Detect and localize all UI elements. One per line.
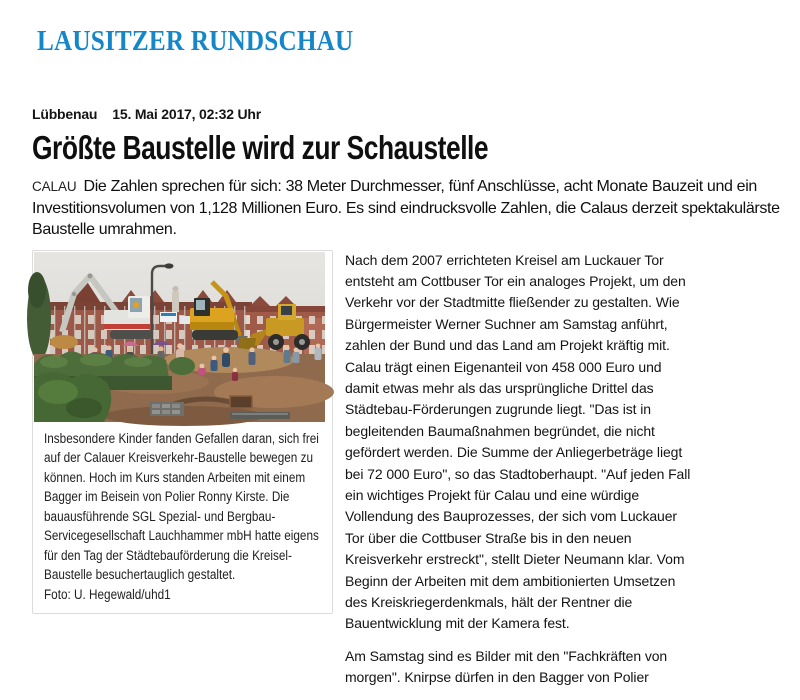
figure-caption: Insbesondere Kinder fanden Gefallen daran, sich frei auf der Calauer Kreisverkehr-Baustelle bewegen zu können. Hoch im Kurs standen Arbeiten mit einem Bagger im Beisein von Polier Ronny Kirste. Die bauausführende SGL Spezial- und Bergbau-Servicegesellschaft Lauchhammer mbH hatte eigens für den Tag der Städtebauförderung die Kreisel-Baustelle besuchertauglich gestaltet. [44,430,319,582]
article-headline-text: Größte Baustelle wird zur Schaustelle [32,129,489,166]
article-body [345,250,697,700]
newspaper-logo[interactable]: LAUSITZER RUNDSCHAU [37,26,354,57]
monument [172,286,179,312]
lead-text: Die Zahlen sprechen für sich: 38 Meter Durchmesser, fünf Anschlüsse, acht Monate Bauzeit und ein Investitionsvolumen von 1,128 Millionen Euro. Es sind eindrucksvolle Zahlen, die Calaus derzeit spektakulärste Baustelle umrahmen. [32,178,780,238]
dateline-datetime: 15. Mai 2017, 02:32 Uhr [112,106,262,122]
article-columns [32,250,776,700]
location-kicker: CALAU [32,179,77,194]
article-headline [32,129,776,167]
lead-paragraph [32,176,780,241]
masthead [32,0,776,61]
body-paragraph: Nach dem 2007 errichteten Kreisel am Luckauer Tor entsteht am Cottbuser Tor ein analoges Projekt, um den Verkehr vor der Stadtmitte fließender zu gestalten. Wie Bürgermeister Werner Suchner am Samstag anführt, zahlen der Bund und das Land am Projekt kräftig mit. Calau trägt einen Eigenanteil von 458 000 Euro und damit etwas mehr als das ursprüngliche Drittel das Städtebau-Förderungen zugrunde liegt. "Das ist in begleitenden Baumaßnahmen begründet, die nicht gefördert werden. Die Summe der Anliegerbeträge liegt bei 72 000 Euro", so das Stadtoberhaupt. "Auf jeden Fall ein wichtiges Projekt für Calau und eine würdige Vollendung des Bauprozesses, der sich vom Luckauer Tor über die Cottbuser Straße bis in den neuen Kreisverkehr erstreckt", stellt Dieter Neumann klar. Vom Beginn der Arbeiten mit dem ambitionierten Umsetzen des Kreiskriegerdenkmals, hält der Rentner die Bauentwicklung mit der Kamera fest. [345,251,691,632]
body-paragraph: Am Samstag sind es Bilder mit den "Fachkräften von morgen". Knirpse dürfen in den Bagger von Polier [345,647,668,686]
construction-site-photo [34,252,325,422]
article-figure [32,250,333,615]
dateline-location: Lübbenau [32,106,98,122]
dateline [32,106,776,122]
photo-credit: Foto: U. Hegewald/uhd1 [44,586,171,602]
figure-caption-area [33,423,332,614]
